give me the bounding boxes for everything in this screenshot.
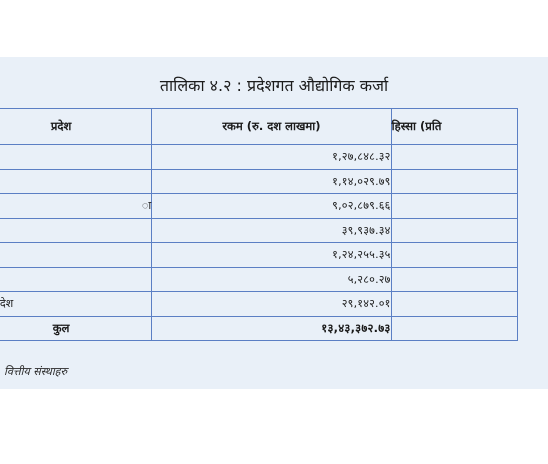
header-share: हिस्सा (प्रति [391, 109, 517, 145]
source-note: वित्तीय संस्थाहरु [4, 365, 68, 378]
total-share-cell [391, 316, 517, 341]
header-province: प्रदेश [0, 109, 152, 145]
table-title: तालिका ४.२ : प्रदेशगत औद्योगिक कर्जा [159, 76, 389, 95]
province-cell [0, 243, 152, 268]
total-label: कुल [0, 316, 152, 341]
amount-cell: ९,०२,८७९.६६ [152, 194, 391, 219]
table-row [0, 292, 518, 317]
share-cell [391, 194, 517, 219]
share-cell [391, 145, 517, 170]
amount-cell: १,२७,८४८.३२ [152, 145, 391, 170]
amount-cell: २९,१४२.०१ [152, 292, 391, 317]
table-row [0, 243, 518, 268]
province-industrial-credit-table [0, 108, 518, 341]
table-total-row [0, 316, 518, 341]
table-row [0, 267, 518, 292]
amount-cell: १,१४,०२९.७९ [152, 169, 391, 194]
province-cell: देश [0, 292, 152, 317]
share-cell [391, 243, 517, 268]
share-cell [391, 218, 517, 243]
amount-cell: १,२४,२५५.३५ [152, 243, 391, 268]
table-row [0, 218, 518, 243]
table-header-row [0, 109, 518, 145]
province-cell [0, 145, 152, 170]
share-cell [391, 292, 517, 317]
table-row [0, 194, 518, 219]
table-row [0, 169, 518, 194]
share-cell [391, 267, 517, 292]
share-cell [391, 169, 517, 194]
province-cell [0, 267, 152, 292]
header-amount: रकम (रु. दश लाखमा) [152, 109, 391, 145]
province-cell: ा [0, 194, 152, 219]
province-cell [0, 218, 152, 243]
province-cell [0, 169, 152, 194]
total-amount: १३,४३,३७२.७३ [152, 316, 391, 341]
table-row [0, 145, 518, 170]
amount-cell: ३९,९३७.३४ [152, 218, 391, 243]
amount-cell: ५,२८०.२७ [152, 267, 391, 292]
